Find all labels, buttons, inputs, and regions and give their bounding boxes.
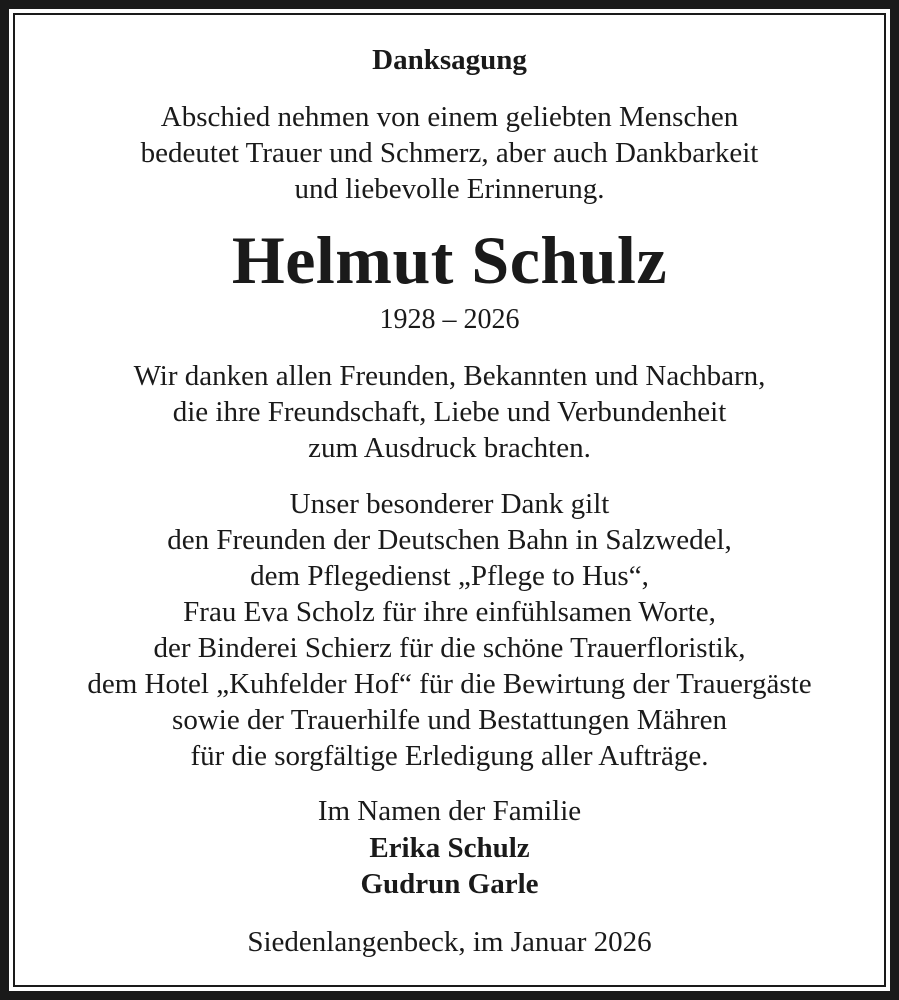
thanks-special-line-5: der Binderei Schierz für die schöne Trauerfloristik, xyxy=(153,632,746,664)
thanks-general-line-1: Wir danken allen Freunden, Bekannten und Nachbarn, xyxy=(133,360,766,392)
intro-line-2: bedeutet Trauer und Schmerz, aber auch Dankbarkeit xyxy=(140,137,759,169)
signer-1: Erika Schulz xyxy=(369,832,530,864)
deceased-name: Helmut Schulz xyxy=(231,222,668,298)
thanks-special-line-8: für die sorgfältige Erledigung aller Aufträge. xyxy=(190,740,709,772)
thanks-special-line-4: Frau Eva Scholz für ihre einfühlsamen Worte, xyxy=(183,596,716,628)
signer-2: Gudrun Garle xyxy=(360,868,539,900)
thanks-special-line-6: dem Hotel „Kuhfelder Hof“ für die Bewirtung der Trauergäste xyxy=(87,668,812,700)
place-date: Siedenlangenbeck, im Januar 2026 xyxy=(247,926,652,958)
thanks-special-line-1: Unser besonderer Dank gilt xyxy=(289,488,610,520)
notice-heading: Danksagung xyxy=(372,44,527,76)
thanks-general-line-2: die ihre Freundschaft, Liebe und Verbundenheit xyxy=(172,396,727,428)
family-intro: Im Namen der Familie xyxy=(317,795,582,827)
intro-line-3: und liebevolle Erinnerung. xyxy=(294,173,605,205)
thanks-special-line-2: den Freunden der Deutschen Bahn in Salzwedel, xyxy=(167,524,732,556)
intro-line-1: Abschied nehmen von einem geliebten Menschen xyxy=(160,101,739,133)
thanks-special-line-3: dem Pflegedienst „Pflege to Hus“, xyxy=(250,560,649,592)
thanks-special-line-7: sowie der Trauerhilfe und Bestattungen Mähren xyxy=(172,704,727,736)
life-dates: 1928 – 2026 xyxy=(379,304,520,335)
thanks-general-line-3: zum Ausdruck brachten. xyxy=(308,432,591,464)
